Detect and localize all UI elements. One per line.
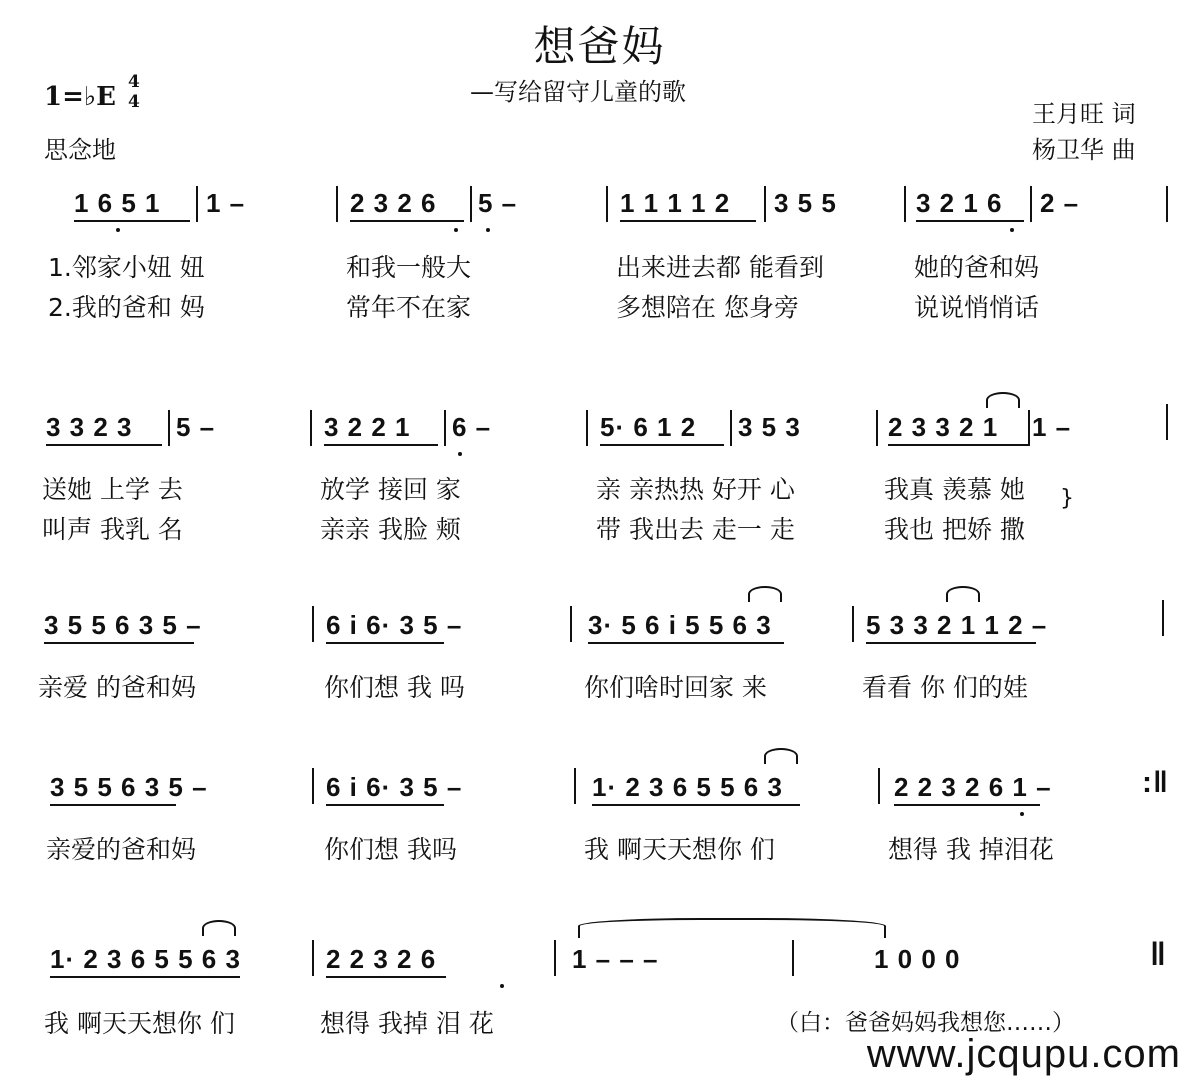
slur [748,586,782,602]
beam-underline [888,444,1028,446]
slur [946,586,980,602]
barline [586,410,588,446]
measure: 3· 5 6 i 5 5 6 3 [588,610,772,640]
beam-underline [916,220,1024,222]
beam-underline [866,642,1036,644]
beam-underline [326,804,444,806]
measure: 6 i 6· 3 5 – [326,610,463,640]
low-octave-dot [116,228,120,232]
long-tie [578,918,886,938]
measure: 3 5 5 6 3 5 – [44,610,202,640]
barline [1162,600,1164,636]
lyric-verse1: 出来进去都 能看到 [616,253,824,282]
measure: 1 – [206,188,246,218]
lyric-verse1: 我真 羡慕 她 [884,475,1025,504]
measure: 1 – – – [572,944,659,974]
barline [1166,186,1168,222]
beam-underline [44,642,194,644]
song-title: 想爸妈 [533,22,666,71]
barline [730,410,732,446]
measure: 5· 6 1 2 [600,412,697,442]
barline [312,606,314,642]
slur [986,392,1020,408]
measure: 2 – [1040,188,1080,218]
beam-underline [46,444,162,446]
beam-underline [50,976,240,978]
lyric-verse2: 我也 把娇 撒 [884,515,1025,544]
low-octave-dot [1020,812,1024,816]
barline [606,186,608,222]
barline [336,186,338,222]
lyric: 你们想 我吗 [324,835,457,864]
lyric: 想得 我掉 泪 花 [320,1009,494,1038]
lyricist-credit: 王月旺 词 [1032,100,1136,128]
lyric: 我 啊天天想你 们 [584,835,775,864]
barline [310,410,312,446]
barline [554,940,556,976]
song-subtitle: —写给留守儿童的歌 [470,78,686,106]
lyric-verse1: 她的爸和妈 [914,253,1040,282]
measure: 1 – [1032,412,1072,442]
measure: 2 3 2 6 [350,188,437,218]
lyric: 想得 我 掉泪花 [888,835,1054,864]
beam-underline [326,642,444,644]
measure: 5 3 3 2 1 1 2 – [866,610,1048,640]
beam-underline [326,976,446,978]
barline [878,768,880,804]
lyric-verse1: 放学 接回 家 [320,475,461,504]
lyric-verse2: 2.我的爸和 妈 [48,293,205,322]
measure: 5 – [176,412,216,442]
low-octave-dot [500,984,504,988]
barline [792,940,794,976]
barline [470,186,472,222]
beam-underline [324,444,438,446]
beam-underline [74,220,190,222]
beam-underline [894,804,1040,806]
barline [312,768,314,804]
key-signature: 1=♭E [44,82,116,112]
low-octave-dot [458,452,462,456]
measure: 2 2 3 2 6 [326,944,437,974]
lyric-verse2: 叫声 我乳 名 [42,515,183,544]
lyric: 我 啊天天想你 们 [44,1009,235,1038]
measure: 3 5 3 [738,412,801,442]
barline [574,768,576,804]
beam-underline [350,220,464,222]
composer-credit: 杨卫华 曲 [1032,136,1136,164]
time-signature-bottom: 4 [128,92,140,112]
lyric: 你们想 我 吗 [324,673,465,702]
measure: 3 5 5 6 3 5 – [50,772,208,802]
barline [570,606,572,642]
measure: 1· 2 3 6 5 5 6 3 [50,944,241,974]
measure: 6 i 6· 3 5 – [326,772,463,802]
measure: 2 3 3 2 1 [888,412,999,442]
barline [1030,186,1032,222]
final-barline: ‖ [1150,936,1167,972]
lyric: 你们啥时回家 来 [584,673,767,702]
time-signature-top: 4 [128,72,140,92]
measure: 5 – [478,188,518,218]
barline [444,410,446,446]
lyric-verse1: 亲 亲热热 好开 心 [596,475,795,504]
lyric-verse1: 和我一般大 [346,253,472,282]
measure: 3 3 2 3 [46,412,133,442]
measure: 1 6 5 1 [74,188,161,218]
barline [196,186,198,222]
barline [904,186,906,222]
lyric-verse2: 亲亲 我脸 颊 [320,515,461,544]
measure: 6 – [452,412,492,442]
expression-mark: 思念地 [44,136,116,164]
barline [852,606,854,642]
slur [202,920,236,936]
barline [312,940,314,976]
lyric-verse1: 1.邻家小妞 妞 [48,253,205,282]
lyric: 亲爱 的爸和妈 [38,673,196,702]
lyric-verse2: 多想陪在 您身旁 [616,293,799,322]
measure: 1 0 0 0 [874,944,961,974]
site-watermark: www.jcqupu.com [866,1032,1181,1076]
spoken-line: （白：爸爸妈妈我想您……） [776,1010,1075,1036]
slur [764,748,798,764]
barline [1028,410,1030,446]
lyric: 亲爱的爸和妈 [46,835,197,864]
beam-underline [588,642,784,644]
lyric: 看看 你 们的娃 [862,673,1028,702]
beam-underline [620,220,756,222]
repeat-sign: :‖ [1142,766,1169,799]
low-octave-dot [454,228,458,232]
measure: 3 2 2 1 [324,412,411,442]
lyric-verse2: 常年不在家 [346,293,472,322]
low-octave-dot [1010,228,1014,232]
beam-underline [50,804,176,806]
beam-underline [592,804,800,806]
low-octave-dot [486,228,490,232]
barline [168,410,170,446]
time-signature [128,72,140,112]
barline [1166,404,1168,440]
measure: 3 2 1 6 [916,188,1003,218]
lyric-verse2: 说说悄悄话 [914,293,1040,322]
measure: 1· 2 3 6 5 5 6 3 [592,772,783,802]
lyric-verse1: 送她 上学 去 [42,475,183,504]
barline [764,186,766,222]
verse-brace: } [1060,486,1074,511]
measure: 2 2 3 2 6 1 – [894,772,1052,802]
measure: 3 5 5 [774,188,837,218]
measure: 1 1 1 1 2 [620,188,731,218]
lyric-verse2: 带 我出去 走一 走 [596,515,795,544]
barline [876,410,878,446]
beam-underline [600,444,724,446]
